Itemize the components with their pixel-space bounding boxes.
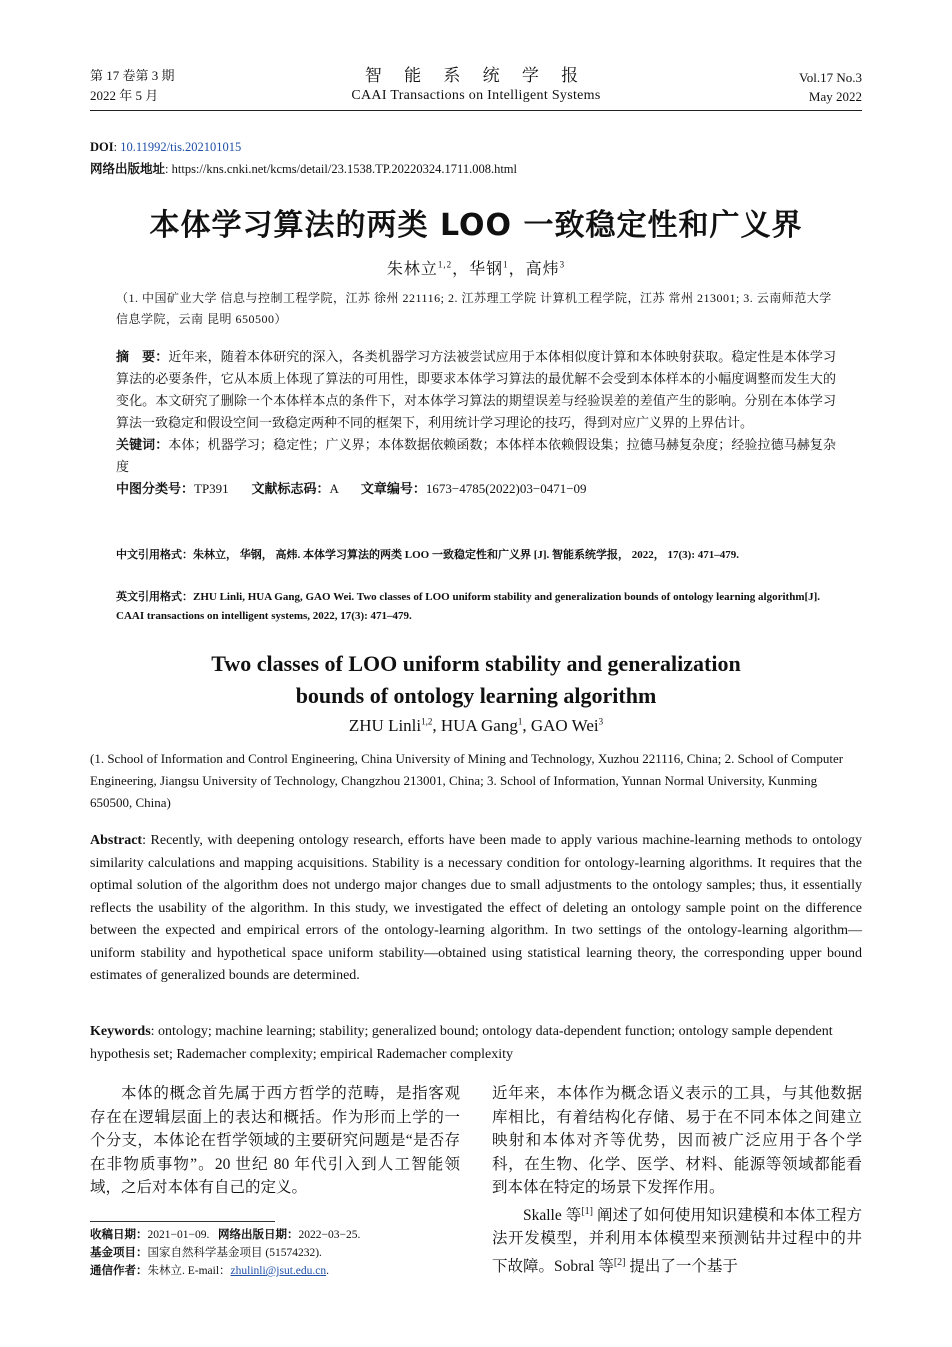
header-journal — [90, 66, 862, 106]
author-affil-sup: 1 — [503, 259, 509, 270]
authors-zh: 朱林立$^{1,2}$，华钢$^1$，高炜$^3$ — [386, 259, 566, 278]
author-en: HUA Gang — [440, 716, 518, 735]
citation-zh — [116, 546, 836, 565]
body-text: 阐述了如何使用知识建模和本体工程方法开发模型，并利用本体模型来预测钻井过程中的井下故障。Sobral 等 — [492, 1206, 862, 1275]
doc-code: A — [329, 481, 339, 496]
fund-text: 国家自然科学基金项目 (51574232). — [147, 1247, 322, 1259]
online-address-label: 网络出版地址 — [90, 162, 166, 176]
keywords-en-block — [90, 1021, 862, 1066]
received-label: 收稿日期： — [90, 1229, 148, 1241]
keywords-zh-label: 关键词： — [116, 437, 169, 452]
body-paragraph: 本体的概念首先属于西方哲学的范畴，是指客观存在在逻辑层面上的表达和概括。作为形而上学的一个分支，本体论在哲学领域的主要研究问题是“是否存在非物质事物”。20 世纪 80 年代引入到人工智能领域，之后对本体有自己的定义。 — [90, 1085, 460, 1196]
paper-title-zh: 本体学习算法的两类 LOO 一致稳定性和广义界 — [149, 208, 803, 243]
email-tail: . — [326, 1265, 329, 1277]
online-date: 2022−03−25. — [298, 1229, 361, 1241]
author-affil-sup: 3 — [559, 259, 566, 270]
header-issue-info — [799, 68, 862, 106]
author-zh: 朱林立 — [386, 261, 438, 278]
author-en: ZHU Linli — [348, 716, 422, 735]
clc-label: 中图分类号： — [116, 481, 195, 496]
author-zh: 高炜 — [525, 261, 560, 278]
author-affil-sup: 1 — [517, 716, 523, 727]
body-paragraph: 近年来，本体作为概念语义表示的工具，与其他数据库相比，有着结构化存储、易于在不同本体之间建立映射和本体对齐等优势，因而被广泛应用于各个学科，在生物、化学、医学、材料、能源等领域都能看到本体在特定的场景下发挥作用。 — [492, 1085, 862, 1196]
abstract-zh-text: 近年来，随着本体研究的深入，各类机器学习方法被尝试应用于本体相似度计算和本体映射获取。稳定性是本体学习算法的必要条件，它从本质上体现了算法的可用性，即要求本体学习算法的最优解不会受到本体样本的小幅度调整而发生大的变化。本文研究了删除一个本体样本点的条件下，对本体学习算法的期望误差与经验误差的差值产生的影响。分别在本体学习算法一致稳定和假设空间一致稳定两种不同的框架下，利用统计学习理论的技巧，得到对应广义界的上界估计。 — [116, 349, 836, 430]
doi-block: DOI: 10.11992/tis.202101015 网络出版地址: https://kns.cnki.net/kcms/detail/23.1538.TP.20220324.1711.008.html — [90, 140, 517, 176]
received-date: 2021−01−09. — [147, 1229, 210, 1241]
citation-en — [116, 588, 836, 626]
citation-en-label: 英文引用格式： — [116, 591, 193, 603]
header-date-en: May 2022 — [808, 89, 862, 104]
article-number-label: 文章编号： — [360, 481, 426, 496]
fund-label: 基金项目： — [90, 1247, 148, 1259]
reference-marker[interactable]: [2] — [613, 1256, 626, 1268]
article-number: 1673−4785(2022)03−0471−09 — [425, 481, 587, 496]
abstract-en — [90, 830, 862, 988]
clc-number: TP391 — [194, 481, 229, 496]
abstract-en-label: Abstract — [90, 833, 143, 848]
citation-zh-label: 中文引用格式： — [116, 549, 193, 561]
author-zh: 华钢 — [469, 261, 504, 278]
body-column-left — [90, 1082, 460, 1200]
journal-name-en: CAAI Transactions on Intelligent Systems — [351, 88, 601, 103]
footnote — [90, 1226, 470, 1280]
header-rule — [90, 110, 862, 111]
email-link[interactable]: zhulinli@jsut.edu.cn — [230, 1265, 327, 1277]
running-header — [90, 66, 862, 110]
author-affil-sup: 1,2 — [437, 259, 453, 270]
body-text: Skalle 等 — [523, 1206, 582, 1224]
header-volume: 第 17 卷第 3 期 — [90, 68, 175, 83]
body-column-right — [492, 1082, 862, 1278]
online-date-label: 网络出版日期： — [217, 1229, 299, 1241]
header-date-zh: 2022 年 5 月 — [90, 88, 159, 103]
authors-en: ZHU Linli$^{1,2}$, HUA Gang$^1$, GAO Wei$^3$ — [348, 716, 604, 735]
abstract-en-text: : Recently, with deepening ontology research, efforts have been made to apply various machine-learning methods to ontology similarity calculations and mapping acquisitions. Stability is a necessary condition for ontology-learning algorithms. It requires that the optimal solution of the algorithm does not undergo major changes due to small adjustments to the ontology samples; thus, it essentially reflects the usability of the algorithm. In this study, we investigated the effect of deleting an ontology sample point on the difference between the expected and empirical errors of the ontology-learning algorithm. In two settings of the ontology-learning algorithm—uniform stability and hypothetical space uniform stability—obtained using statistical learning theory, the corresponding upper bound estimates of generalized bounds are determined. — [90, 833, 862, 983]
title-en-line: bounds of ontology learning algorithm — [295, 683, 657, 708]
keywords-zh: 本体；机器学习；稳定性；广义界；本体数据依赖函数；本体样本依赖假设集；拉德马赫复杂度；经验拉德马赫复杂度 — [116, 437, 836, 474]
footnote-rule — [90, 1221, 275, 1222]
title-en-line: Two classes of LOO uniform stability and generalization — [211, 651, 741, 676]
header-vol-en: Vol.17 No.3 — [799, 70, 862, 85]
journal-name-zh: 智 能 系 统 学 报 — [364, 66, 588, 85]
reference-marker[interactable]: [1] — [581, 1205, 593, 1217]
citation-en-text: ZHU Linli, HUA Gang, GAO Wei. Two classes of LOO uniform stability and generalization bounds of ontology learning algorithm[J]. CAAI transactions on intelligent systems, 2022, 17(3): 471–479. — [116, 591, 821, 622]
body-paragraph — [492, 1200, 862, 1279]
author-en: GAO Wei — [530, 716, 599, 735]
keywords-en-label: Keywords — [90, 1024, 151, 1039]
body-text: 提出了一个基于 — [625, 1257, 738, 1275]
affiliations-zh: （1. 中国矿业大学 信息与控制工程学院，江苏 徐州 221116; 2. 江苏理工学院 计算机工程学院，江苏 常州 213001; 3. 云南师范大学 信息学院，云南 昆明 650500） — [116, 291, 832, 326]
abstract-zh-label: 摘 要： — [116, 349, 169, 364]
author-affil-sup: 3 — [598, 716, 604, 727]
citation-zh-text: 朱林立， 华钢， 高炜. 本体学习算法的两类 LOO 一致稳定性和广义界 [J]. 智能系统学报， 2022， 17(3): 471–479. — [193, 549, 740, 561]
keywords-en: : ontology; machine learning; stability; generalized bound; ontology data-dependent function; ontology sample dependent hypothesis set; Rademacher complexity; empirical Rademacher complexity — [90, 1024, 833, 1062]
corresponding-author: 朱林立. E-mail： — [147, 1265, 231, 1277]
paper-title-en — [0, 648, 952, 712]
doc-code-label: 文献标志码： — [251, 481, 330, 496]
corresponding-label: 通信作者： — [90, 1265, 148, 1277]
doi-label: DOI — [90, 140, 114, 154]
author-affil-sup: 1,2 — [421, 716, 433, 727]
abstract-zh — [116, 346, 836, 500]
doi-link[interactable]: 10.11992/tis.202101015 — [120, 140, 242, 154]
online-address-url[interactable]: https://kns.cnki.net/kcms/detail/23.1538.TP.20220324.1711.008.html — [171, 162, 517, 176]
affiliations-en: (1. School of Information and Control Engineering, China University of Mining and Technology, Xuzhou 221116, China; 2. School of Computer Engineering, Jiangsu University of Technology, Changzhou 213001, China; 3. School of Information, Yunnan Normal University, Kunming 650500, China) — [90, 751, 844, 810]
